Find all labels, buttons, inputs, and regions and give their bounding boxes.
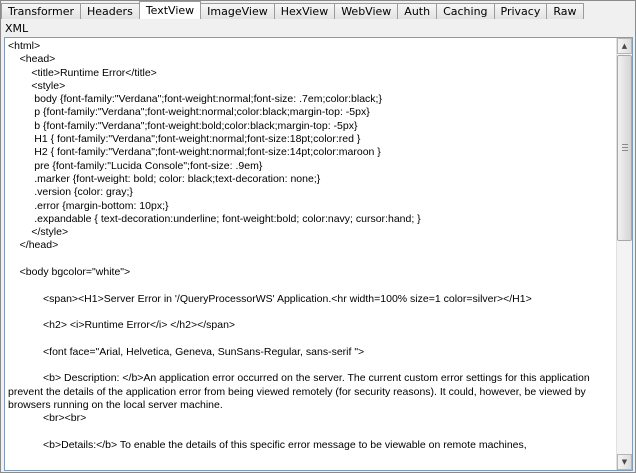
text-line: H1 { font-family:"Verdana";font-weight:normal;font-size:18pt;color:red } xyxy=(8,133,361,146)
tab-headers[interactable]: Headers xyxy=(80,3,140,19)
text-line: <html> xyxy=(8,40,41,52)
text-line: .version {color: gray;} xyxy=(8,186,133,199)
text-line: p {font-family:"Verdana";font-weight:normal;color:black;margin-top: -5px} xyxy=(8,106,370,119)
text-line: <font face="Arial, Helvetica, Geneva, SunSans-Regular, sans-serif "> xyxy=(8,345,365,358)
text-line: b {font-family:"Verdana";font-weight:bold;color:black;margin-top: -5px} xyxy=(8,119,358,132)
text-line xyxy=(8,306,616,319)
tab-auth[interactable]: Auth xyxy=(397,3,437,19)
text-line xyxy=(8,359,616,372)
response-text[interactable] xyxy=(8,40,616,452)
text-line: <br><br> xyxy=(8,412,87,425)
text-line: .error {margin-bottom: 10px;} xyxy=(8,199,169,212)
tab-strip xyxy=(1,1,583,19)
tab-hexview[interactable]: HexView xyxy=(274,3,335,19)
text-line: <span><H1>Server Error in '/QueryProcessorWS' Application.<hr width=100% size=1 color=silver></H1> xyxy=(8,292,532,305)
text-line xyxy=(8,253,616,266)
text-line xyxy=(8,279,616,292)
tab-caching[interactable]: Caching xyxy=(436,3,494,19)
text-line: H2 { font-family:"Verdana";font-weight:normal;font-size:14pt;color:maroon } xyxy=(8,146,381,159)
text-line: <head> xyxy=(8,53,56,66)
text-line: <h2> <i>Runtime Error</i> </h2></span> xyxy=(8,319,236,332)
scroll-up-icon[interactable]: ▲ xyxy=(617,38,632,54)
vertical-scrollbar[interactable] xyxy=(616,38,632,470)
tab-xml[interactable]: XML xyxy=(5,22,29,35)
text-line: .marker {font-weight: bold; color: black;text-decoration: none;} xyxy=(8,172,321,185)
text-line: body {font-family:"Verdana";font-weight:normal;font-size: .7em;color:black;} xyxy=(8,93,382,106)
text-line: </head> xyxy=(8,239,59,252)
grip-icon xyxy=(622,144,628,152)
text-line: <title>Runtime Error</title> xyxy=(8,66,157,79)
tab-webview[interactable]: WebView xyxy=(334,3,398,19)
text-line: <b> Description: </b>An application error occurred on the server. The current custom error settings for this application prevent the details of the application error from being viewed remotely (for security reasons). It could, however, be viewed by browsers running on the local server machine. xyxy=(8,372,593,412)
text-line: pre {font-family:"Lucida Console";font-size: .9em} xyxy=(8,159,263,172)
text-line: <body bgcolor="white"> xyxy=(8,266,131,279)
tab-strip-second-row xyxy=(1,19,33,37)
scroll-down-icon[interactable]: ▼ xyxy=(617,454,632,470)
tab-privacy[interactable]: Privacy xyxy=(494,3,548,19)
text-line: <b>Details:</b> To enable the details of this specific error message to be viewable on remote machines, xyxy=(8,438,527,451)
text-view-panel[interactable] xyxy=(4,37,633,471)
text-line xyxy=(8,426,616,439)
text-line: <style> xyxy=(8,79,66,92)
tab-raw[interactable]: Raw xyxy=(546,3,583,19)
tab-textview[interactable]: TextView xyxy=(139,1,201,19)
tab-transformer[interactable]: Transformer xyxy=(1,3,81,19)
text-line: </style> xyxy=(8,226,69,239)
tab-imageview[interactable]: ImageView xyxy=(200,3,275,19)
text-line: .expandable { text-decoration:underline; font-weight:bold; color:navy; cursor:hand; } xyxy=(8,212,421,225)
scroll-thumb[interactable] xyxy=(617,55,632,241)
text-line xyxy=(8,333,616,346)
